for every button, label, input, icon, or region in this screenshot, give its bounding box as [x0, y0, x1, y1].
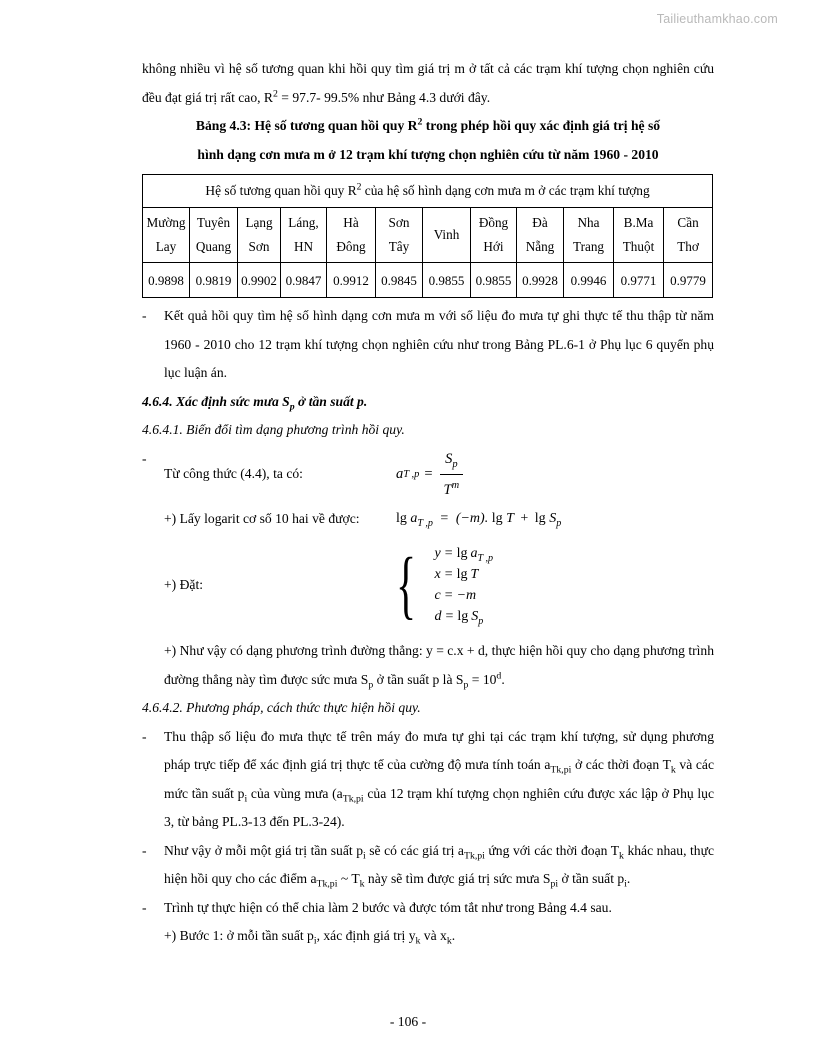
eq2-S-subscript: p	[556, 517, 562, 529]
method-p1-d: của vùng mưa (a	[247, 785, 343, 801]
system-equation-row	[434, 543, 493, 564]
sys-rhs: a	[470, 546, 478, 561]
station-name-line2: Thơ	[677, 239, 699, 254]
method-p1-sub2: k	[670, 764, 676, 776]
formula-label: Từ công thức (4.4), ta có:	[164, 466, 303, 482]
intro-text-2: = 97.7- 99.5% như Bảng 4.3 dưới đây.	[277, 89, 491, 105]
step1-sub-3: k	[446, 935, 452, 947]
method-p3: Trình tự thực hiện có thể chia làm 2 bước và được tóm tắt như trong Bảng 4.4 sau.	[164, 899, 612, 915]
station-name-line2: HN	[293, 239, 314, 254]
station-name-line1: Cần	[677, 215, 699, 230]
eq2-plus: +	[520, 510, 529, 526]
dash-icon: -	[142, 899, 147, 915]
watermark-text: Tailieuthamkhao.com	[656, 12, 778, 26]
station-name-line1: Đồng	[478, 215, 509, 230]
method-p2-h: .	[626, 871, 631, 886]
table-title-cell	[143, 175, 713, 208]
intro-r2-exponent: 2	[273, 87, 278, 99]
eq2-a-subscript: T ,p	[417, 517, 433, 529]
table-header-cell	[664, 208, 713, 263]
bullet-item	[142, 894, 714, 923]
method-p2-a: Như vậy ở mỗi một giá trị tần suất p	[164, 842, 363, 858]
numerator-symbol: S	[445, 450, 453, 467]
method-p2-sub6: pi	[550, 878, 559, 890]
step1-text-c: và x	[420, 928, 447, 943]
nhuvay-sub-2: p	[463, 679, 469, 691]
station-name-line1: Hà	[343, 215, 359, 230]
method-p1-a: Thu thập số liệu đo mưa thực tế trên máy đo mưa tự ghi tại các trạm khí tượng, sử dụng phương pháp trực tiếp để xác định giá trị thực tế của cường độ mưa tính toán a	[164, 728, 714, 772]
heading-text-a: 4.6.4. Xác định sức mưa S	[142, 393, 290, 409]
method-p1-c: và các mức tần suất p	[164, 757, 714, 801]
sys-rhs: T	[470, 567, 479, 582]
step1-text-a: +) Bước 1: ở mỗi tần suất p	[164, 928, 314, 943]
dat-label: +) Đặt:	[164, 576, 203, 592]
station-name-line1: Lạng	[245, 215, 273, 230]
station-name-line2: Thuột	[622, 239, 655, 254]
equation-a-tp: a T ,p = $\frac{S_p}{T^m}$	[396, 445, 465, 505]
sys-operator: lg	[457, 609, 469, 624]
fraction	[440, 445, 464, 505]
method-p2-f: này sẽ tìm được giá trị sức mưa S	[364, 871, 551, 886]
formula-row-from-4-4	[142, 445, 714, 505]
sys-rhs: −m	[456, 588, 477, 603]
method-p1-sub1: Tk,pi	[550, 764, 572, 776]
nhuvay-exponent: d	[496, 669, 502, 681]
step1-text-b: , xác định giá trị y	[316, 928, 416, 943]
table-title-prefix: Hệ số tương quan hồi quy R	[205, 183, 357, 198]
table-header-cell	[376, 208, 423, 263]
sys-rhs-subscript: T ,p	[477, 552, 494, 564]
method-p2-sub4: Tk,pi	[316, 878, 338, 890]
table-value-cell: 0.9771	[614, 263, 664, 298]
station-name-line1: Đà	[532, 215, 548, 230]
sys-relation: =	[444, 546, 453, 561]
table-value-row	[143, 263, 713, 298]
nhuvay-sub-1: p	[368, 679, 374, 691]
table-header-cell	[471, 208, 517, 263]
method-p2	[164, 842, 714, 890]
method-p2-g: ở tần suất p	[558, 871, 625, 886]
page-number-footer: - 106 -	[389, 1014, 427, 1029]
lg-operator-2: lg	[491, 510, 503, 526]
eq2-equals: =	[440, 510, 449, 526]
station-name-line1: Tuyên	[196, 215, 231, 230]
lg-operator-3: lg	[534, 510, 546, 526]
table-header-row	[143, 208, 713, 263]
equation-logarithm	[396, 505, 561, 534]
bullet-item	[142, 837, 714, 894]
sys-rhs: S	[471, 609, 479, 624]
dash-icon: -	[142, 728, 147, 744]
eq-lhs-a: a	[396, 466, 404, 483]
r2-correlation-table	[142, 174, 713, 298]
table-header-cell	[327, 208, 376, 263]
table-value-cell: 0.9779	[664, 263, 713, 298]
heading-4-6-4-2: 4.6.4.2. Phương pháp, cách thức thực hiện hồi quy.	[142, 700, 421, 715]
denominator-symbol: T	[443, 482, 452, 498]
station-name-line1: Láng,	[288, 215, 319, 230]
station-name-line2: Hới	[483, 239, 504, 254]
step1-sub-1: i	[313, 935, 317, 947]
sys-operator: lg	[456, 567, 468, 582]
bullet-item	[142, 723, 714, 837]
heading-subscript: p	[289, 401, 295, 413]
method-p2-b: sẽ có các giá trị a	[365, 842, 464, 858]
table-value-cell: 0.9898	[143, 263, 190, 298]
table-value-cell: 0.9845	[376, 263, 423, 298]
table-value-cell: 0.9855	[423, 263, 471, 298]
eq-equals: =	[424, 466, 433, 483]
table-header-cell	[238, 208, 281, 263]
station-name-line2: Quang	[195, 239, 232, 254]
bullet-item	[142, 302, 714, 388]
lg-operator-1: lg	[396, 510, 407, 526]
station-name-line1: Mường	[146, 215, 186, 230]
step-1-line	[142, 922, 714, 951]
caption-prefix: Bảng 4.3: Hệ số tương quan hồi quy R	[195, 118, 418, 133]
sys-lhs: d	[434, 609, 442, 624]
nhuvay-text-d: .	[501, 671, 505, 687]
table-title-row	[143, 175, 713, 208]
method-p1-sub3: i	[244, 793, 248, 805]
intro-r2: R	[263, 89, 273, 105]
dash-icon: -	[142, 842, 147, 858]
intro-text-1: không nhiều vì hệ số tương quan khi hồi quy tìm giá trị m ở tất cả các trạm khí tượng chọn nghiên cứu đều đạt giá trị rất cao,	[142, 61, 714, 105]
sys-rhs-subscript: p	[478, 615, 484, 627]
eq2-paren-term: (−m).	[455, 510, 489, 526]
table-header-cell	[190, 208, 238, 263]
station-name-line1: Sơn	[388, 215, 410, 230]
fraction-numerator	[440, 445, 464, 476]
method-p2-sub1: i	[363, 850, 366, 862]
method-p2-sub5: k	[359, 878, 365, 890]
station-name-line1: B.Ma	[623, 215, 654, 230]
method-p2-sub3: k	[619, 850, 624, 862]
table-value-cell: 0.9928	[517, 263, 564, 298]
method-p1-b: ở các thời đoạn T	[571, 757, 671, 772]
step1-text-d: .	[451, 928, 456, 943]
log-label: +) Lấy logarit cơ số 10 hai về được:	[164, 510, 360, 526]
method-p1-e: của 12 trạm khí tượng chọn nghiên cứu được xác lập ở Phụ lục 3, từ bảng PL.3-13 đến PL.3-24).	[164, 785, 715, 829]
table-value-cell: 0.9847	[281, 263, 327, 298]
paragraph-linear-equation	[142, 637, 714, 694]
station-name-line2: Sơn	[248, 239, 270, 254]
table-header-cell	[614, 208, 664, 263]
station-name-line1: Vinh	[433, 227, 460, 242]
equation-system	[396, 543, 493, 627]
station-name-line1: Nha	[577, 215, 600, 230]
table-value-cell: 0.9946	[564, 263, 614, 298]
table-caption-line2: hình dạng cơn mưa m ở 12 trạm khí tượng chọn nghiên cứu từ năm 1960 - 2010	[197, 146, 659, 162]
station-name-line2: Đông	[336, 239, 366, 254]
method-p2-sub7: i	[624, 878, 627, 890]
caption-exponent: 2	[417, 116, 423, 128]
sys-relation: =	[444, 588, 453, 603]
table-value-cell: 0.9819	[190, 263, 238, 298]
table-value-cell: 0.9855	[471, 263, 517, 298]
dash-icon: -	[142, 308, 147, 323]
station-name-line2: Tây	[388, 239, 410, 254]
station-name-line2: Trang	[572, 239, 605, 254]
station-name-line2: Nẵng	[525, 239, 555, 254]
method-p2-sub2: Tk,pi	[463, 850, 485, 862]
system-equation-row	[434, 606, 493, 627]
fraction-denominator	[440, 475, 464, 505]
method-p2-c: ứng với các thời đoạn T	[484, 842, 620, 858]
nhuvay-text-a: +) Như vậy có dạng phương trình đường thẳng: y = c.x + d, thực hiện hồi quy cho dạng phương trình đường thẳng này tìm được sức mưa S	[164, 643, 714, 687]
method-p1-sub4: Tk,pi	[342, 793, 364, 805]
eq2-T: T	[506, 510, 514, 526]
step1-sub-2: k	[415, 935, 421, 947]
station-name-line2: Lay	[155, 239, 177, 254]
heading-text-b: ở tần suất p.	[294, 393, 368, 409]
sys-relation: =	[444, 567, 453, 582]
table-value-cell: 0.9902	[238, 263, 281, 298]
sys-lhs: y	[434, 546, 441, 561]
heading-4-6-4	[142, 388, 714, 417]
table-header-cell	[423, 208, 471, 263]
method-p2-d: khác nhau, thực hiện hồi quy cho các điểm a	[164, 842, 714, 886]
heading-4-6-4-1: 4.6.4.1. Biến đổi tìm dạng phương trình hồi quy.	[142, 422, 405, 437]
sys-relation: =	[445, 609, 454, 624]
nhuvay-text-b: ở tần suất p là S	[373, 671, 464, 687]
formula-row-logarithm	[142, 505, 714, 534]
nhuvay-text-c: = 10	[468, 671, 497, 687]
table-title-exponent: 2	[356, 181, 362, 193]
system-equations	[434, 543, 493, 627]
method-p1	[164, 729, 714, 830]
page-content	[142, 55, 714, 951]
system-equation-row	[434, 585, 493, 606]
formula-row-system	[142, 533, 714, 637]
table-value-cell: 0.9912	[327, 263, 376, 298]
table-header-cell	[517, 208, 564, 263]
eq2-S: S	[549, 510, 557, 526]
intro-paragraph	[142, 55, 714, 112]
caption-suffix: trong phép hồi quy xác định giá trị hệ số	[422, 118, 661, 133]
numerator-subscript: p	[452, 458, 458, 470]
method-p2-e: ~ T	[337, 871, 360, 886]
dash-icon: -	[142, 450, 147, 466]
bullet-text: Kết quả hồi quy tìm hệ số hình dạng cơn mưa m với số liệu đo mưa tự ghi thực tế thu thập từ năm 1960 - 2010 cho 12 trạm khí tượng chọn nghiên cứu như trong Bảng PL.6-1 ở Phụ lục 6 quyển phụ lục luận án.	[164, 308, 714, 380]
sys-lhs: c	[434, 588, 441, 603]
table-header-cell	[143, 208, 190, 263]
table-title-suffix: của hệ số hình dạng cơn mưa m ở các trạm khí tượng	[361, 183, 650, 198]
system-equation-row	[434, 564, 493, 585]
left-brace-icon: {	[396, 542, 417, 627]
sys-operator: lg	[456, 546, 468, 561]
eq2-a: a	[410, 510, 418, 526]
table-caption-line1	[142, 112, 714, 141]
denominator-exponent: m	[451, 480, 460, 492]
table-header-cell	[564, 208, 614, 263]
sys-lhs: x	[434, 567, 441, 582]
table-header-cell	[281, 208, 327, 263]
